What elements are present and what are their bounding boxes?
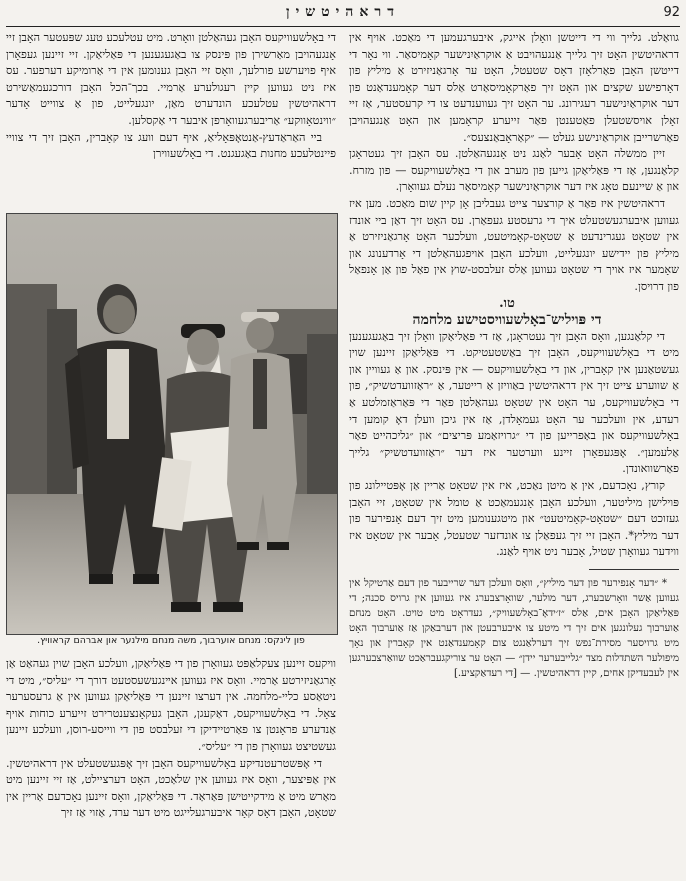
photo-caption: פון לינקס: מנחם אוערבוך, משה מנחם מילנער און אברהם קראוויץ.	[37, 635, 305, 646]
paragraph: די באָלשעוויקעס האָבן געהאַלטן וואָרט. מיט עטלעכע טעג שפּעטער האָבן זיי אָנגעהויבן מאַרשירן פון פּינסק צו באַגעגענען די פּאַליאַקן. זיי זיינען געפאָרן איף פויערשע פורלעך, וואָס זיי האָבן גענומען אין די אַרומיקע דערפער. עס איז ניט געווען קיין רעגולערע אַרמיי. בכך־הכל האָבן דורכגעמאַשירט דראהיטשין עטלעכע הונדערט מאַן, יונגעלייט, פון אַ צווייט אָדער ״ווינטאָווקע״ אַריבערגעוואָרפן איבער די אַקסלען.	[6, 31, 336, 127]
paragraph: זיין ממשלה האָט אָבער לאַנג ניט אָנגעהאַלטן. עס האָבן זיך געטראָגן קלאַנגען, אַז די פּאַליאַקן גייען פון מערב און די באָלשעוויקעס — פון מזרח. און אַ שיינעם טאָג איז דער אוקראַיִנישער קאָמיסאַר נעלם געוואָרן.	[349, 147, 679, 194]
section-title: די פּויליש־באָלשעוויסטישע מלחמה	[412, 312, 602, 329]
group-photo	[6, 213, 338, 635]
paragraph: דראהיטשין איז פאַר אַ קורצער צייט געבליבן אָן קיין שום מאַכט. מען איז געווען איבערגעשטעלט איך די גרעסטע געפאַרן. עס האָט זיך דאַן ביי אונדז אין שטאָט געגרינדעט אַ שטאָט-קאָמיטעט, וועלכער האָט אָרגאַניזירט אַ מיליץ פון יידישע יונגעלייט, וועלכע האָבן אויפגעהאַלטן די אָרדענונג און שאָמער איז אויך די שטאָט געווען אַלס זעלבסט-שוץ אין פאַל פון אַן אָנפאַל פון דרויסן.	[349, 196, 679, 293]
paragraph: גוואַלט. גלייך ווי די דייטשן וואָלן אייגק, איבערגעמען די מאַכט. אויף אין דראהיטשין האָט זיך גלייך אַנגעהויבט אַ אוקראַיִנישער קאָמיסאַר. ווי נאָר די דייטשן האָבן פאַרלאָזן דאָס שטעטל, האָט ער אָרגאַניזירט אַ מיליץ פון דאָרפישע שקצים און האָט זיך פאַרקאָמיסאַרט אַלס דער קאָמענדאַנט פון דער אוקראַיִנישער רעגירונג. ער האָט זיך געווענדעט צו די קרעסטער, אַז זיי זאָלן אויסשטעלן פאַטענטן פאַר זייערע קראָמען און האָט אַנגעהויבן פאַרשרייבן אוקראַיִנישע געלט — ״קאַראָבאַנצעס״.	[349, 31, 679, 144]
left-column-bottom	[6, 656, 336, 876]
running-title: דראהיטשין	[286, 4, 400, 20]
right-column	[349, 30, 679, 876]
paragraph: קורץ, נאָכדעם, אין אַ מיטן נאַכט, איז אין שטאָט אַריין אַן אָפּטיילונג פון פּוילישן מיליטער, וועלכע האָבן אָנגעמאַכט אַ טומל אין שטאָט, זיי האָבן געזוכט דעם ״שטאָט-קאָמיטעט״ און מיטגענומען מיט זיך דעם אָנפירער פון דער מיליץ*. האָבן זיי זיך געפאַלן צו אונדזער שטעטל, אָבער אין שטאָט איז ווידער געוואָרן שטיל, אָבער ניט אויף לאַנג.	[349, 479, 679, 559]
left-column-top	[6, 30, 336, 210]
page-header	[6, 4, 680, 27]
paragraph: וויקעס זיינען צעקלאַפּט געוואָרן פון די פּאַליאַקן, וועלכע האָבן שוין געהאַט אַן אָרגאַניזירטע אַרמיי. וואָס איז געווען אײנגעשעסטעט דורך די ״עליס״, מיט די ניטאַסע כליי-מלחמה. אין דערצו זיינען די פּאַליאַקן געווען אין אַ גרעסערער צאָל. די באָלשעוויקעס, דאַקעגן, האָבן געקאָנצענטרירט זייערע כוחות אויף אַנדערע פראָנטן צו פאַרטיידיקן די זעלבסט פון די ווייסע-רוסן, וועלכע זיינען געשטיצט געוואָרן פון די ״עליס״.	[6, 657, 336, 753]
page-number: 92	[663, 5, 680, 20]
section-number: טו.	[499, 295, 515, 311]
paragraph: ביי האַראַדעץ-אַנטאָפּאָליאַ, איף דעם וועג צו קאָברין, האָבן זיך די צוויי פיינטלעכע מחנות באַגעגנט. די באָלשעווירן	[6, 130, 336, 161]
photo-illustration	[7, 214, 337, 634]
footnote-rule	[589, 569, 679, 570]
paragraph: די אָפּשטרעטנדיקע באָלשעוויקעס האָבן זיך אָפּגעשטעלט אין דראהיטשין. אין אַפּיצער, וואָס איז געווען אין שלאַכט, האָט דערציילט, אַז זיי זיינען מיט מאַרש מיט אַ מידקייטישן פּאַראַד. די פּאַליאַקן, וואָס זיינען נאָכדעם אַריין אין שטאָט, האָבן דאָס קאָר איבערגעלייגט מיט דער ערד, אַזוי אַז זיך	[6, 756, 336, 820]
footnote: * ״דער אָנפירער פון דער מיליץ״, וואָס וועלכן דער שרייבער פון דעם אַרטיקל אין געווען אַשר וואָרשבערג, דער מולער, שוואָרצבערג איז געווען אין גרויס סכנה; די פּאַליאַקן האָבן אים, אַלס ״ז׳ידאָ־באָלשעוויק״, געדראָט מיט טויט. האָט מנחם אַוערבוך געלונגען אים זיך די מיטע צו איבערבעטן און דערבאַקן אַז אַוערבוך האָט מיט גרויסער מסירת־נפש זיך דערלאַנגט צום קאָמענדאַנט אין קאָברין און נאָך מיפולער השתדלות מצד ״גלייבערער יידן״ — האָט ער צוריקגעבראַכט שוואַרצבערגען אין לעבעדיקן אחים, קיין דראהיטשין. — [די רעדאַקציע.]	[349, 578, 679, 679]
paragraph: די קלאַנגען, וואָס האָבן זיך געטראָגן, אַז די פּאַליאַקן וואָלן זיך באַגעגענען מיט די באָלשעוויקעס, האָבן זיך באַשטעטיקט. די פּאַליאַקן זיינען שוין געשטאַנען אין קאָברין, און די באָלשעוויקעס — אין פּינסק. און אַ געוויין און אַ שווערע צייט זיך אין דראהיטשין באַוויזן אַ רייטער, אַ ״ראַזוועדטשיק״, פון די באָלשעוויקעס, ער האָט אין שטאָט געהאַלטן פאַר די פּאַראַזמלטע אַ רעדע, אין וועלכער ער האָט געמאָלדן, אַז אין גיכן וועלן דאָ קומען די באָלשעוויקעס און באַפרייען פון די ״גרויזאַמע פּריצים״ און ״גליכהייט פאַר אַלעמען״. אָפּגעפאָרן זיינע ווערטער איז דער ״ראַזוועדטשיק״ גלייך פאַרשוואונדן.	[349, 329, 679, 476]
